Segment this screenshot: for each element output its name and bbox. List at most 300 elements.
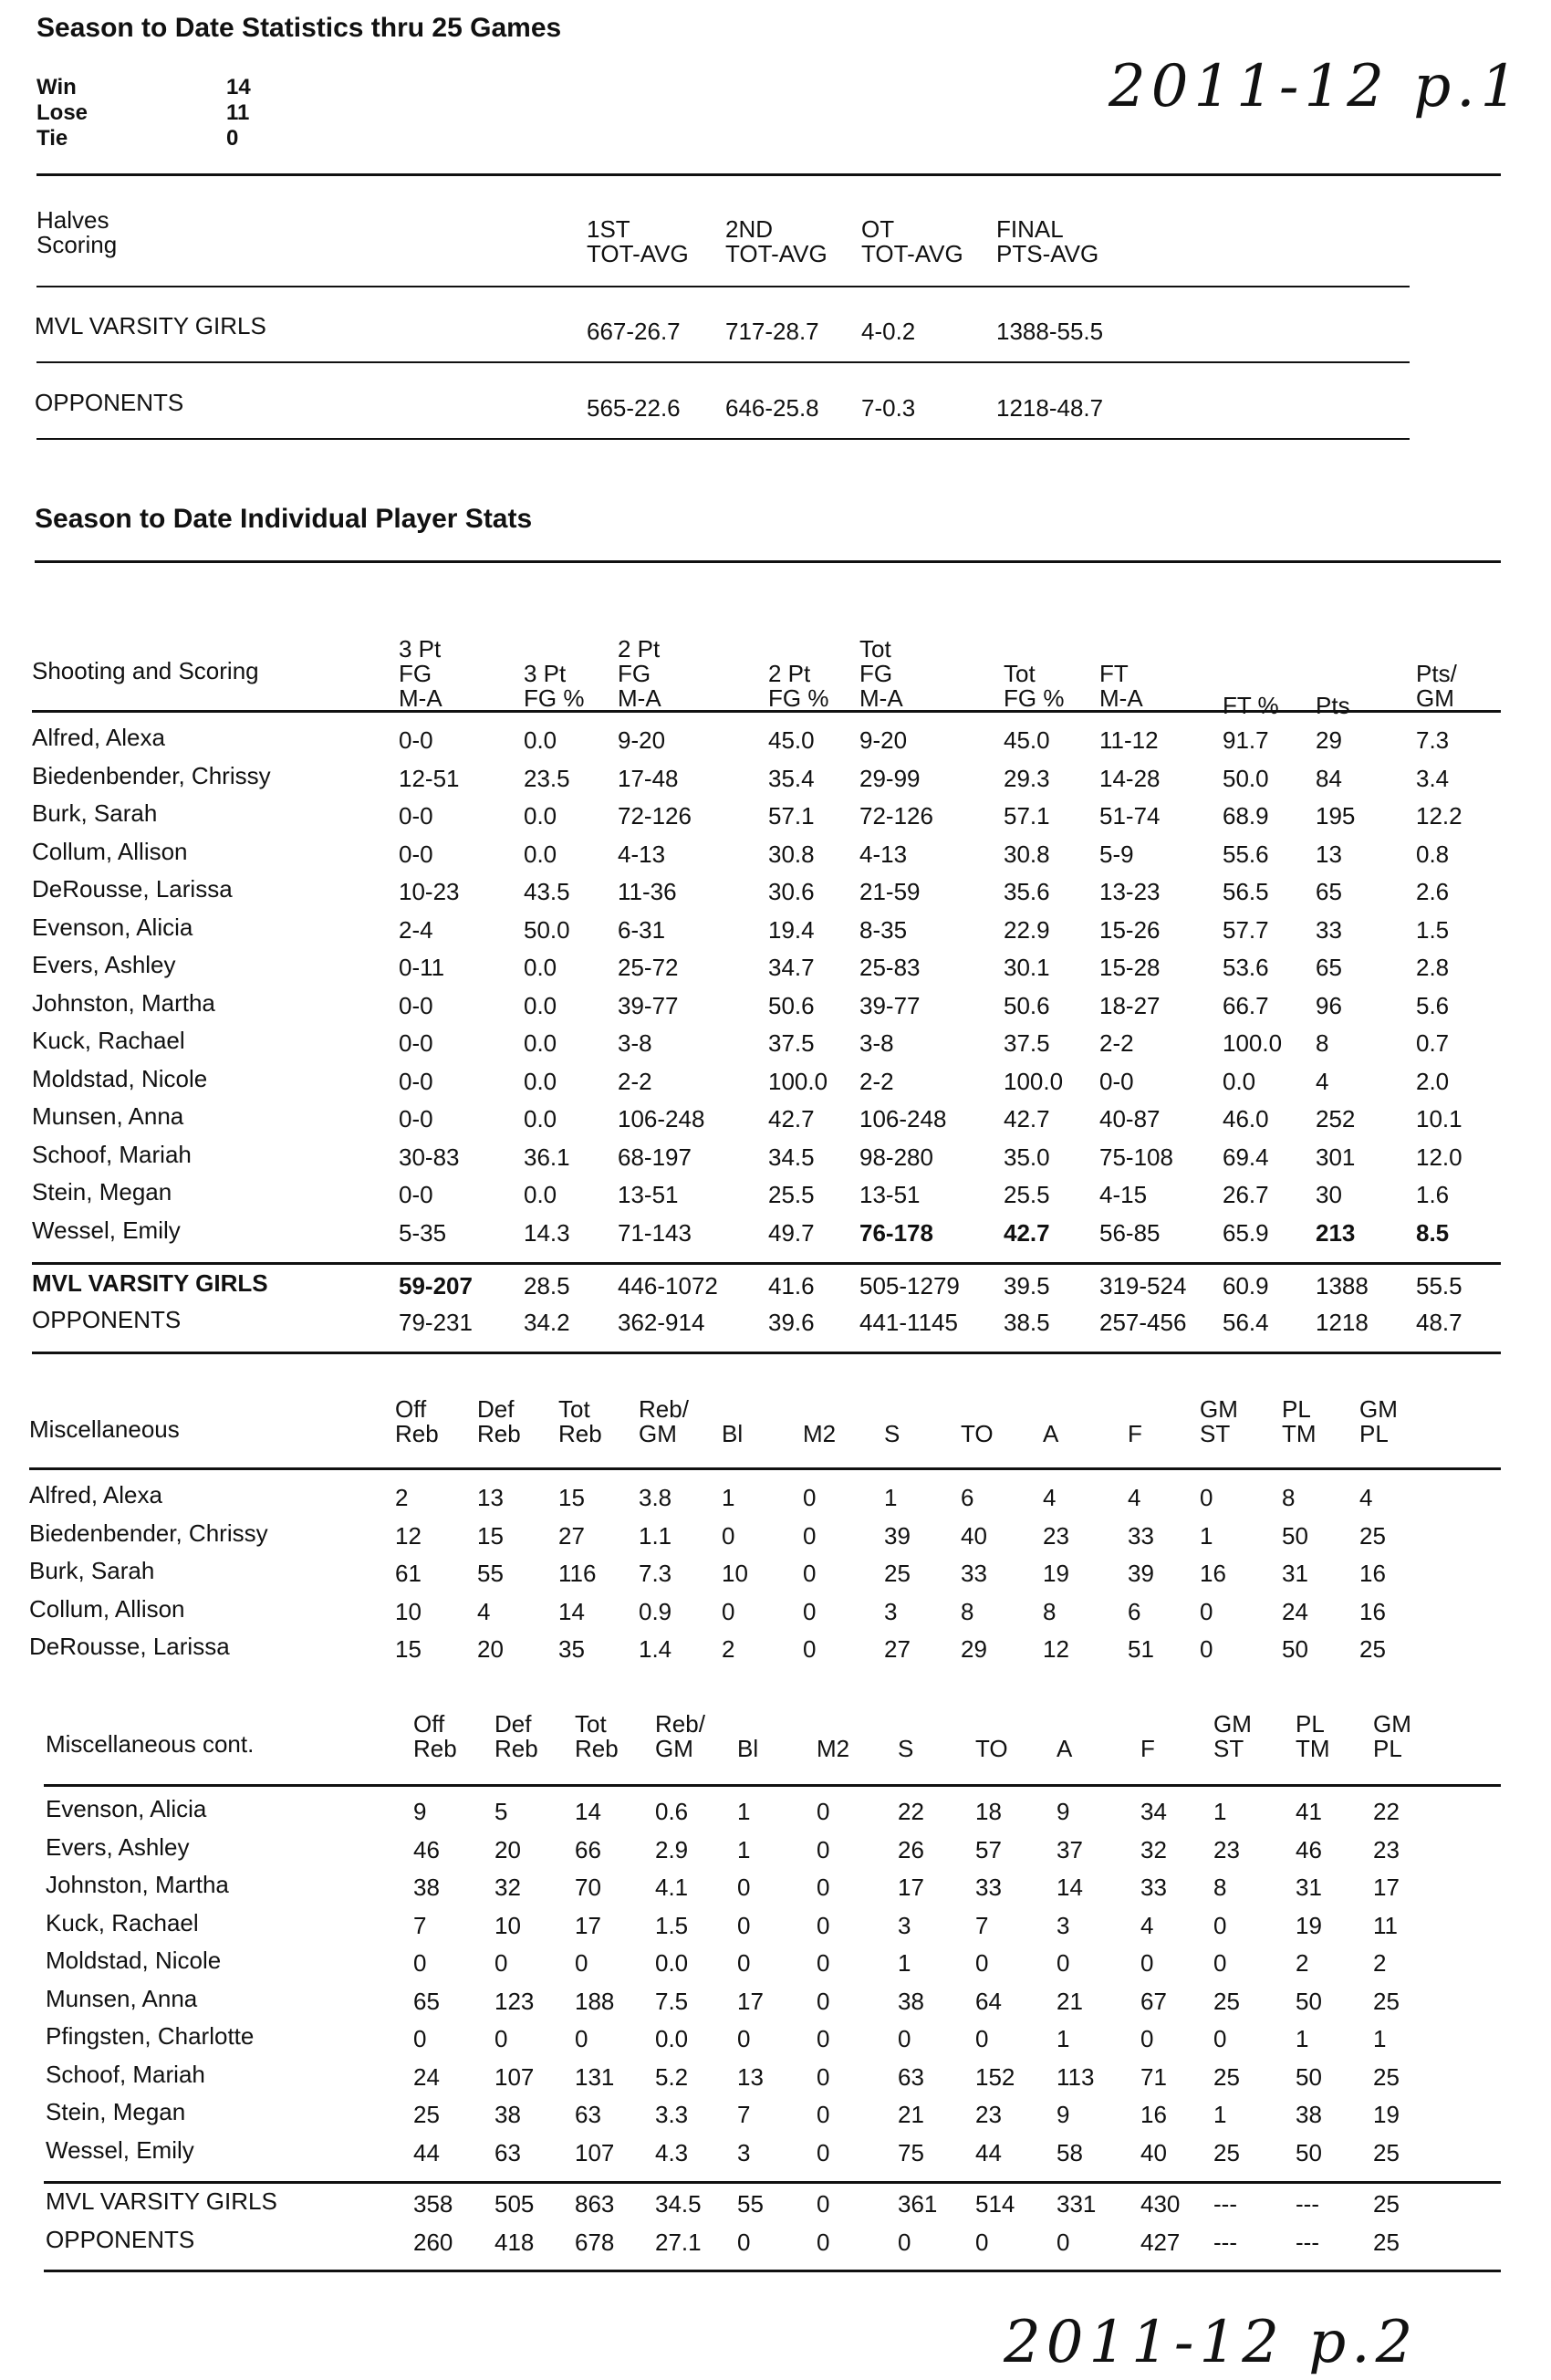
table-cell: 0-0 [399,1105,433,1133]
table-cell: 0 [817,2229,830,2256]
table-cell: 15-26 [1099,915,1161,944]
table-cell: 17 [575,1911,601,1939]
table-cell: 14 [558,1597,585,1625]
row-name: Munsen, Anna [32,1102,184,1130]
column-header: M-A [1099,684,1143,712]
column-header: TM [1296,1735,1330,1762]
table-cell: 3-8 [859,1029,894,1057]
table-cell: 5-9 [1099,840,1134,868]
table-cell: 1 [737,1798,751,1825]
row-name: Kuck, Rachael [46,1908,199,1936]
table-cell: 43.5 [524,878,570,905]
halves-cell: 1218-48.7 [996,394,1104,422]
table-cell: 0 [575,1949,588,1977]
table-cell: 30.8 [768,840,815,868]
table-cell: 29.3 [1004,764,1050,792]
table-cell: 50 [1282,1521,1308,1550]
table-cell: 0 [898,2025,911,2052]
table-cell: 25-83 [859,954,921,981]
table-cell: 30.1 [1004,954,1050,981]
table-cell: 21 [1057,1987,1083,2015]
table-cell: 21 [898,2101,924,2128]
table-cell: 15 [558,1484,585,1511]
table-cell: 11-12 [1099,726,1159,754]
table-cell: 39-77 [618,991,679,1019]
table-cell: 71 [1140,2062,1167,2091]
table-cell: 0-0 [399,726,433,754]
table-cell: 1 [737,1835,751,1863]
table-cell: 56.5 [1223,878,1269,905]
table-cell: 7.5 [655,1987,689,2015]
row-name: DeRousse, Larissa [32,875,233,903]
table-cell: 4 [1316,1067,1329,1095]
table-cell: 0.0 [524,1105,557,1133]
table-cell: 13-51 [618,1181,679,1208]
column-header: F [1128,1420,1142,1447]
table-cell: 27 [884,1635,911,1663]
table-cell: 56.4 [1223,1309,1269,1336]
row-name: DeRousse, Larissa [29,1633,230,1660]
table-cell: 0 [737,2025,751,2052]
table-cell: 301 [1316,1143,1356,1171]
table-cell: 2.6 [1416,878,1450,905]
table-cell: 12 [395,1521,422,1550]
column-header: TO [961,1420,994,1447]
row-name: Stein, Megan [32,1178,172,1206]
table-cell: 42.7 [1004,1218,1050,1247]
table-cell: 48.7 [1416,1309,1463,1336]
table-cell: 1.4 [639,1635,672,1663]
halves-cell: 565-22.6 [587,394,681,422]
table-cell: 0.0 [524,802,557,830]
row-name: Alfred, Alexa [29,1481,162,1508]
table-cell: 68-197 [618,1143,692,1171]
table-cell: 60.9 [1223,1272,1269,1300]
table-cell: 25 [1373,2138,1400,2166]
table-cell: 1 [898,1949,911,1977]
table-cell: 106-248 [618,1105,705,1133]
table-cell: 1.5 [1416,915,1450,944]
column-header: TOT-AVG [861,240,963,267]
table-cell: 35.0 [1004,1143,1050,1171]
table-cell: 40 [961,1521,987,1550]
table-cell: 8 [1316,1029,1329,1057]
table-cell: 63 [898,2062,924,2091]
table-cell: 4-13 [618,840,666,868]
column-header: 3 Pt [524,660,567,687]
table-cell: 30.6 [768,878,815,905]
table-cell: 0-11 [399,954,445,981]
table-cell: 29 [1316,726,1342,754]
table-cell: 0 [803,1521,817,1550]
table-cell: 257-456 [1099,1309,1187,1336]
row-name: Evers, Ashley [32,951,176,978]
table-cell: 514 [975,2190,1015,2218]
column-header: 1ST [587,215,630,243]
halves-title: Scoring [36,231,118,258]
row-name: Evenson, Alicia [46,1795,207,1822]
column-header: A [1043,1420,1059,1447]
column-header: FT % [1223,692,1279,719]
table-cell: 12 [1043,1635,1069,1663]
table-cell: 9 [1057,2101,1070,2128]
row-name: Munsen, Anna [46,1984,198,2012]
table-cell: 3.4 [1416,764,1450,792]
table-cell: 9-20 [618,726,666,754]
table-cell: 0 [737,1949,751,1977]
table-cell: 71-143 [618,1218,692,1247]
table-cell: 34 [1140,1798,1167,1825]
table-cell: 65 [1316,878,1342,905]
row-name: Wessel, Emily [32,1216,181,1244]
table-cell: 0 [975,2229,989,2256]
handwritten-page-note-bottom: 2011-12 p.2 [1004,2309,1419,2376]
table-cell: 58 [1057,2138,1083,2166]
table-cell: 34.5 [655,2190,702,2218]
table-cell: 55 [477,1560,504,1587]
table-cell: 331 [1057,2190,1097,2218]
table-cell: 2 [395,1484,409,1511]
table-cell: 34.5 [768,1143,815,1171]
table-cell: 16 [1359,1560,1386,1587]
table-cell: 2.8 [1416,954,1450,981]
table-cell: 13-51 [859,1181,921,1208]
table-cell: 152 [975,2062,1015,2091]
table-cell: 25 [1373,1987,1400,2015]
table-cell: 678 [575,2229,615,2256]
table-cell: 16 [1359,1597,1386,1625]
table-cell: 55.6 [1223,840,1269,868]
column-header: Bl [737,1735,759,1762]
table-cell: 2-4 [399,915,433,944]
table-cell: 32 [1140,1835,1167,1863]
row-name: Burk, Sarah [32,799,158,827]
header-divider [36,173,1501,176]
table-cell: 10.1 [1416,1105,1463,1133]
table-cell: 24 [1282,1597,1308,1625]
table-cell: 2.0 [1416,1067,1450,1095]
column-header: M-A [618,684,661,712]
table-cell: 863 [575,2190,615,2218]
table-cell: 13 [737,2062,764,2091]
column-header: Tot [1004,660,1036,687]
table-cell: 46 [1296,1835,1322,1863]
table-cell: 25.5 [768,1181,815,1208]
table-cell: 0 [1057,1949,1070,1977]
table-cell: 116 [558,1560,597,1587]
shooting-totals-rule [32,1262,1501,1265]
table-cell: 0 [1140,1949,1154,1977]
table-cell: 0 [1200,1484,1213,1511]
column-header: FG [859,660,893,687]
column-header: Reb [395,1420,439,1447]
table-cell: 0 [1213,1911,1227,1939]
table-cell: 7 [975,1911,989,1939]
table-cell: 23 [975,2101,1002,2128]
table-cell: 25 [1213,1987,1240,2015]
table-cell: 0 [817,2062,830,2091]
table-cell: 0 [494,2025,508,2052]
table-cell: 51 [1128,1635,1154,1663]
table-cell: 38 [898,1987,924,2015]
table-cell: 27 [558,1521,585,1550]
column-header: OT [861,215,895,243]
table-cell: 2 [1296,1949,1309,1977]
table-cell: --- [1296,2190,1319,2218]
table-cell: 8 [961,1597,974,1625]
table-cell: 29-99 [859,764,921,792]
row-name: Kuck, Rachael [32,1027,185,1054]
table-cell: 25 [1213,2062,1240,2091]
column-header: 2ND [725,215,774,243]
table-cell: 2.9 [655,1835,689,1863]
halves-cell: 7-0.3 [861,394,916,422]
column-header: Reb [558,1420,602,1447]
table-cell: 446-1072 [618,1272,718,1300]
table-cell: 14.3 [524,1218,570,1247]
table-cell: 75 [898,2138,924,2166]
halves-row-rule [36,361,1410,363]
table-cell: 55.5 [1416,1272,1463,1300]
shooting-title: Shooting and Scoring [32,657,259,684]
column-header: PL [1296,1710,1325,1738]
column-header: F [1140,1735,1155,1762]
column-header: PL [1359,1420,1389,1447]
row-name: Collum, Allison [32,837,188,865]
table-cell: 8.5 [1416,1218,1450,1247]
table-cell: 79-231 [399,1309,473,1336]
table-cell: 3.8 [639,1484,672,1511]
halves-cell: 717-28.7 [725,318,819,345]
table-cell: 57 [975,1835,1002,1863]
table-cell: 14 [575,1798,601,1825]
table-cell: 45.0 [768,726,815,754]
table-cell: 65 [413,1987,440,2015]
column-header: FG % [1004,684,1065,712]
table-cell: 33 [1140,1874,1167,1901]
table-cell: 0-0 [399,840,433,868]
column-header: S [884,1420,900,1447]
table-cell: 33 [1316,915,1342,944]
total-row-name: OPPONENTS [46,2226,195,2253]
table-cell: 1 [1373,2025,1387,2052]
column-header: Def [477,1395,515,1423]
column-header: 3 Pt [399,635,442,663]
total-row-name: MVL VARSITY GIRLS [46,2187,277,2215]
table-cell: 15 [395,1635,422,1663]
table-cell: 3 [884,1597,898,1625]
row-name: Burk, Sarah [29,1557,155,1584]
table-cell: 0.0 [524,840,557,868]
table-cell: 7 [413,1911,427,1939]
table-cell: 0.8 [1416,840,1450,868]
table-cell: 1 [1213,1798,1227,1825]
column-header: Tot [859,635,891,663]
table-cell: 418 [494,2229,535,2256]
table-cell: 7 [737,2101,751,2128]
table-cell: 55 [737,2190,764,2218]
table-cell: 41.6 [768,1272,815,1300]
table-cell: 441-1145 [859,1309,958,1336]
table-cell: 84 [1316,764,1342,792]
table-cell: 0.0 [524,991,557,1019]
table-cell: 0.0 [655,2025,689,2052]
table-cell: 0 [722,1521,735,1550]
column-header: Tot [575,1710,607,1738]
table-cell: 32 [494,1874,521,1901]
table-cell: --- [1213,2229,1237,2256]
table-cell: 35.4 [768,764,815,792]
table-cell: 30.8 [1004,840,1050,868]
table-cell: 40-87 [1099,1105,1161,1133]
column-header: TOT-AVG [725,240,828,267]
table-cell: 37 [1057,1835,1083,1863]
column-header: PTS-AVG [996,240,1099,267]
table-cell: 25 [1373,2062,1400,2091]
table-cell: 362-914 [618,1309,705,1336]
table-cell: 0 [1200,1635,1213,1663]
column-header: FG [618,660,651,687]
table-cell: 1 [1200,1521,1213,1550]
misc-header-rule [29,1467,1501,1470]
table-cell: 0 [1140,2025,1154,2052]
table-cell: 28.5 [524,1272,570,1300]
column-header: GM [655,1735,693,1762]
table-cell: 0 [817,1987,830,2015]
table-cell: 23 [1213,1835,1240,1863]
row-name: Alfred, Alexa [32,724,165,751]
table-cell: 0 [413,1949,427,1977]
table-cell: 25 [413,2101,440,2128]
table-cell: 131 [575,2062,615,2091]
column-header: ST [1213,1735,1244,1762]
table-cell: 100.0 [1004,1067,1064,1095]
table-cell: 0 [494,1949,508,1977]
table-cell: 361 [898,2190,938,2218]
column-header: GM [639,1420,677,1447]
table-cell: 26.7 [1223,1181,1269,1208]
table-cell: 4 [477,1597,491,1625]
table-cell: 0-0 [399,1067,433,1095]
record-win-label: Win [36,75,77,99]
table-cell: 39.6 [768,1309,815,1336]
table-cell: 10-23 [399,878,460,905]
table-cell: 18-27 [1099,991,1161,1019]
table-cell: 0.0 [655,1949,689,1977]
table-cell: 5 [494,1798,508,1825]
table-cell: 50.6 [768,991,815,1019]
individual-stats-divider [35,560,1501,563]
table-cell: 123 [494,1987,535,2015]
table-cell: 0.0 [1223,1067,1256,1095]
column-header: M2 [817,1735,850,1762]
table-cell: 0 [898,2229,911,2256]
table-cell: 56-85 [1099,1218,1161,1247]
table-cell: 2-2 [1099,1029,1134,1057]
table-cell: 14-28 [1099,764,1161,792]
column-header: TO [975,1735,1008,1762]
table-cell: 1.6 [1416,1181,1450,1208]
column-header: Reb [413,1735,457,1762]
table-cell: 0 [817,1911,830,1939]
table-cell: 10 [722,1560,748,1587]
row-name: Schoof, Mariah [46,2060,205,2088]
table-cell: 25-72 [618,954,679,981]
table-cell: 39 [884,1521,911,1550]
total-row-name: OPPONENTS [32,1306,182,1333]
table-cell: 0-0 [399,1029,433,1057]
table-cell: 66.7 [1223,991,1269,1019]
table-cell: 57.1 [1004,802,1050,830]
table-cell: 31 [1282,1560,1308,1587]
column-header: Pts [1316,692,1350,719]
table-cell: 14 [1057,1874,1083,1901]
table-cell: 46.0 [1223,1105,1269,1133]
table-cell: 6 [1128,1597,1141,1625]
table-cell: 4.1 [655,1874,689,1901]
table-cell: 22 [1373,1798,1400,1825]
table-cell: 40 [1140,2138,1167,2166]
table-cell: 25 [1359,1635,1386,1663]
column-header: Tot [558,1395,590,1423]
table-cell: 12.2 [1416,802,1463,830]
row-name: Biedenbender, Chrissy [29,1519,268,1547]
table-cell: 22 [898,1798,924,1825]
table-cell: 30-83 [399,1143,460,1171]
table-cell: 0 [1213,2025,1227,2052]
table-cell: 0.0 [524,1067,557,1095]
table-cell: 505 [494,2190,535,2218]
table-cell: 0 [817,1835,830,1863]
table-cell: 12.0 [1416,1143,1463,1171]
table-cell: 0 [975,2025,989,2052]
table-cell: 50.0 [524,915,570,944]
table-cell: 42.7 [1004,1105,1050,1133]
column-header: Reb [575,1735,619,1762]
table-cell: 1388 [1316,1272,1369,1300]
record-lose-label: Lose [36,100,88,125]
row-name: Schoof, Mariah [32,1140,192,1168]
table-cell: 4 [1140,1911,1154,1939]
misc-title: Miscellaneous [29,1415,180,1443]
column-header: GM [1416,684,1454,712]
table-cell: 59-207 [399,1272,473,1300]
table-cell: 46 [413,1835,440,1863]
table-cell: 3 [1057,1911,1070,1939]
table-cell: 20 [494,1835,521,1863]
table-cell: 36.1 [524,1143,570,1171]
table-cell: 107 [575,2138,615,2166]
halves-row-name: MVL VARSITY GIRLS [35,312,266,339]
table-cell: 69.4 [1223,1143,1269,1171]
table-cell: 319-524 [1099,1272,1187,1300]
table-cell: 0 [803,1635,817,1663]
table-cell: 64 [975,1987,1002,2015]
table-cell: 23 [1373,1835,1400,1863]
table-cell: 13 [477,1484,504,1511]
table-cell: 1.1 [639,1521,672,1550]
table-cell: 106-248 [859,1105,947,1133]
column-header: Reb [494,1735,538,1762]
table-cell: 19 [1296,1911,1322,1939]
table-cell: 100.0 [1223,1029,1283,1057]
table-cell: 0 [737,1874,751,1901]
table-cell: --- [1296,2229,1319,2256]
table-cell: 15 [477,1521,504,1550]
column-header: 2 Pt [768,660,811,687]
table-cell: 195 [1316,802,1356,830]
table-cell: 188 [575,1987,615,2015]
